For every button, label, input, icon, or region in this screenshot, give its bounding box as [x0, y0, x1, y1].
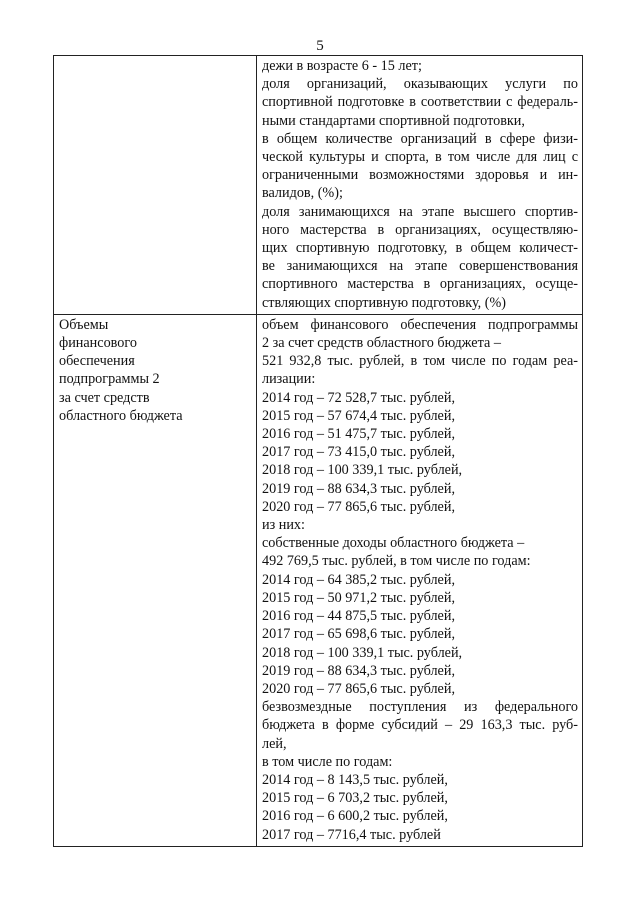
text-line: 2019 год – 88 634,3 тыс. рублей, — [262, 662, 455, 679]
text-line: 2014 год – 72 528,7 тыс. рублей, — [262, 389, 455, 406]
table-row-indicators — [54, 56, 583, 315]
text-line: спортивного мастерства в организациях, осуще- — [262, 276, 578, 293]
text-line: 2017 год – 73 415,0 тыс. рублей, — [262, 444, 455, 461]
text-line: щих спортивную подготовку, в общем количест- — [262, 240, 578, 257]
passport-table — [53, 55, 583, 847]
text-line: лизации: — [262, 371, 316, 388]
text-line: ве занимающихся на этапе совершенствования — [262, 258, 578, 275]
text-line: 2019 год – 88 634,3 тыс. рублей, — [262, 480, 455, 497]
financing-cell — [257, 314, 583, 846]
row-label-line: Объемы — [59, 316, 109, 333]
text-line: лей, — [262, 735, 287, 752]
text-line: безвозмездные поступления из федерального — [262, 699, 578, 716]
indicators-cell — [257, 56, 583, 315]
text-line: 2015 год – 6 703,2 тыс. рублей, — [262, 790, 448, 807]
text-line: 2014 год – 8 143,5 тыс. рублей, — [262, 771, 448, 788]
text-line: спортивной подготовке в соответствии с федераль- — [262, 94, 578, 111]
text-line: ного мастерства в организациях, осуществляю- — [262, 221, 578, 238]
row-label-line: подпрограммы 2 — [59, 371, 160, 388]
text-line: доля занимающихся на этапе высшего спортив- — [262, 203, 578, 220]
text-line: 2017 год – 7716,4 тыс. рублей — [262, 826, 441, 843]
text-line: доля организаций, оказывающих услуги по — [262, 76, 578, 93]
text-line: 2015 год – 57 674,4 тыс. рублей, — [262, 407, 455, 424]
text-line: в том числе по годам: — [262, 753, 393, 770]
text-line: 2020 год – 77 865,6 тыс. рублей, — [262, 498, 455, 515]
text-line: 2016 год – 6 600,2 тыс. рублей, — [262, 808, 448, 825]
text-line: 521 932,8 тыс. рублей, в том числе по годам реа- — [262, 353, 578, 370]
text-line: 2018 год – 100 339,1 тыс. рублей, — [262, 644, 463, 661]
text-line: ствляющих спортивную подготовку, (%) — [262, 294, 506, 311]
page-number: 5 — [316, 38, 324, 54]
text-line: в общем количестве организаций в сфере физи- — [262, 130, 578, 147]
text-line: 2017 год – 65 698,6 тыс. рублей, — [262, 626, 455, 643]
text-line: 2016 год – 44 875,5 тыс. рублей, — [262, 608, 455, 625]
text-line: ными стандартами спортивной подготовки, — [262, 112, 525, 129]
row-label-line: за счет средств — [59, 389, 150, 406]
text-line: объем финансового обеспечения подпрограммы — [262, 316, 578, 333]
text-line: 2015 год – 50 971,2 тыс. рублей, — [262, 589, 455, 606]
text-line: 2014 год – 64 385,2 тыс. рублей, — [262, 571, 455, 588]
text-line: 492 769,5 тыс. рублей, в том числе по годам: — [262, 553, 531, 570]
text-line: 2 за счет средств областного бюджета – — [262, 335, 501, 352]
text-line: ограниченными возможностями здоровья и ин- — [262, 167, 578, 184]
row-label-cell — [54, 314, 257, 846]
text-line: дежи в возрасте 6 - 15 лет; — [262, 58, 422, 74]
row-label-cell — [54, 56, 257, 315]
text-line: из них: — [262, 517, 305, 534]
text-line: 2020 год – 77 865,6 тыс. рублей, — [262, 680, 455, 697]
text-line: 2016 год – 51 475,7 тыс. рублей, — [262, 426, 455, 443]
text-line: бюджета в форме субсидий – 29 163,3 тыс. руб- — [262, 717, 578, 734]
text-line: ческой культуры и спорта, в том числе для лиц с — [262, 149, 578, 166]
text-line: собственные доходы областного бюджета – — [262, 535, 525, 552]
row-label-line: финансового — [59, 335, 137, 352]
row-label-line: областного бюджета — [59, 407, 183, 424]
text-line: 2018 год – 100 339,1 тыс. рублей, — [262, 462, 463, 479]
text-line: валидов, (%); — [262, 185, 343, 202]
row-label-line: обеспечения — [59, 353, 135, 370]
table-row-financing — [54, 314, 583, 846]
